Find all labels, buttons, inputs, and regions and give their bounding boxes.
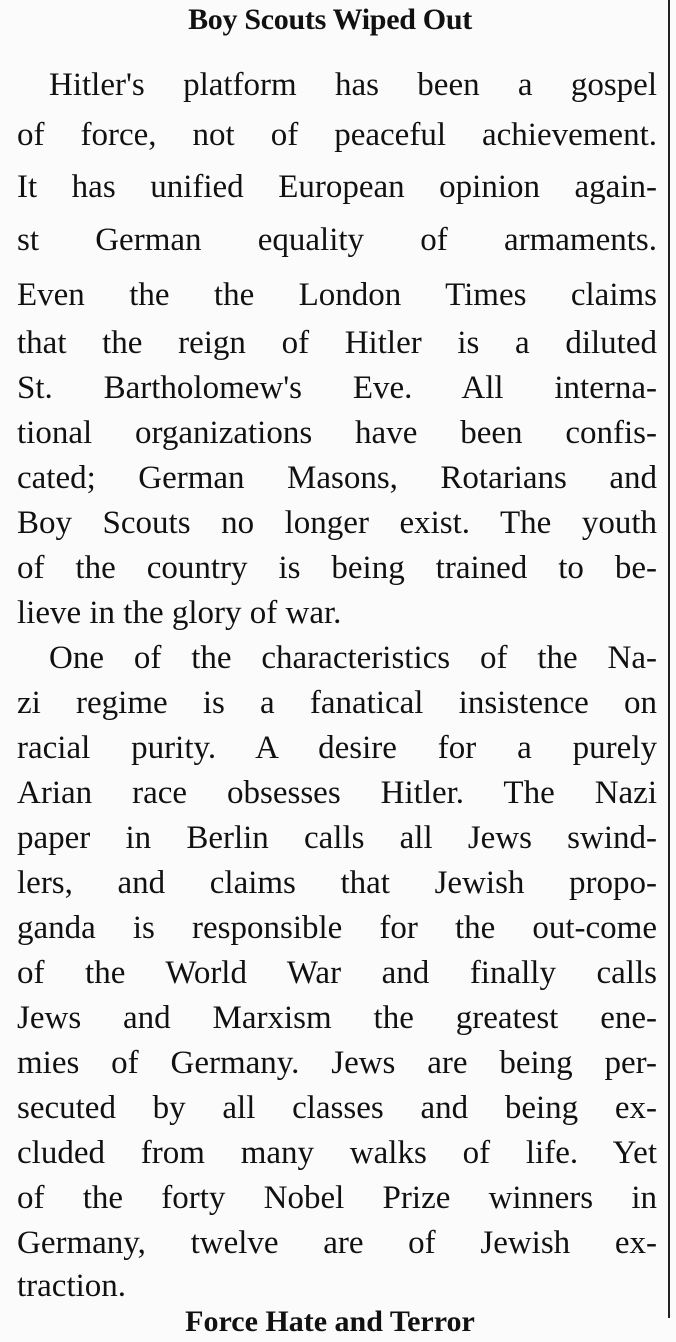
text-line: secuted by all classes and being ex- — [17, 1090, 657, 1126]
next-article-headline: Force Hate and Terror — [185, 1305, 475, 1338]
text-line: One of the characteristics of the Na- — [49, 640, 657, 676]
text-line: of the World War and finally calls — [17, 955, 657, 991]
text-line: racial purity. A desire for a purely — [17, 730, 657, 766]
text-line: traction. — [17, 1268, 127, 1304]
article-headline: Boy Scouts Wiped Out — [188, 3, 472, 36]
text-line: St. Bartholomew's Eve. All interna- — [17, 370, 657, 406]
text-line: Germany, twelve are of Jewish ex- — [17, 1225, 657, 1261]
text-line: paper in Berlin calls all Jews swind- — [17, 820, 657, 856]
text-line: of the country is being trained to be- — [17, 550, 657, 586]
text-line: of force, not of peaceful achievement. — [17, 117, 657, 153]
text-line: cluded from many walks of life. Yet — [17, 1135, 657, 1171]
text-line: of the forty Nobel Prize winners in — [17, 1180, 657, 1216]
text-line: ganda is responsible for the out-come — [17, 910, 657, 946]
text-line: zi regime is a fanatical insistence on — [17, 685, 657, 721]
text-line: Boy Scouts no longer exist. The youth — [17, 505, 657, 541]
column-rule — [668, 0, 670, 1318]
text-line: Hitler's platform has been a gospel — [49, 67, 657, 103]
text-line: lieve in the glory of war. — [17, 595, 342, 631]
text-line: cated; German Masons, Rotarians and — [17, 460, 657, 496]
text-line: It has unified European opinion again- — [17, 169, 657, 205]
text-line: st German equality of armaments. — [17, 222, 657, 258]
text-line: Even the the London Times claims — [17, 277, 657, 313]
text-line: mies of Germany. Jews are being per- — [17, 1045, 657, 1081]
text-line: Arian race obsesses Hitler. The Nazi — [17, 775, 657, 811]
text-line: that the reign of Hitler is a diluted — [17, 325, 657, 361]
text-line: lers, and claims that Jewish propo- — [17, 865, 657, 901]
text-line: tional organizations have been confis- — [17, 415, 657, 451]
text-line: Jews and Marxism the greatest ene- — [17, 1000, 657, 1036]
